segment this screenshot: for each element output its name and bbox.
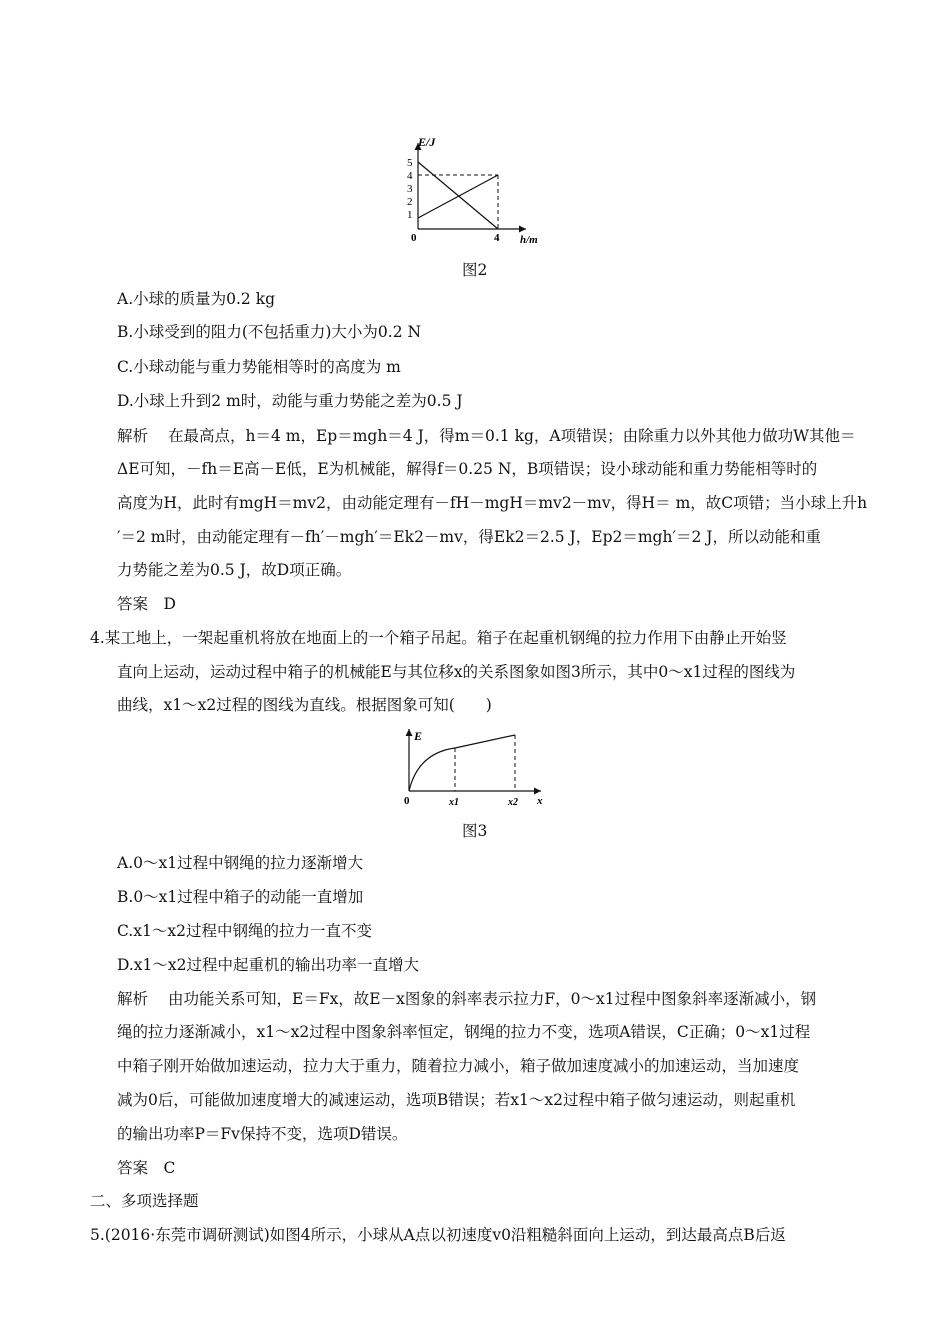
fig2-ytick-3: 3 xyxy=(407,183,413,195)
q4-explanation-line-1: 由功能关系可知，E＝Fx，故E－x图象的斜率表示拉力F，0～x1过程中图象斜率逐渐减小，钢 xyxy=(168,990,817,1008)
q4-stem-line-3: 曲线，x1～x2过程的图线为直线。根据图象可知( ) xyxy=(117,696,492,714)
q4-option-b: B.0～x1过程中箱子的动能一直增加 xyxy=(117,888,364,906)
fig3-ylabel: E xyxy=(414,729,423,743)
figure-3-caption: 图3 xyxy=(462,822,488,840)
q4-explanation-line-5: 的输出功率P＝Fv保持不变，选项D错误。 xyxy=(117,1125,408,1143)
figure-3-graph xyxy=(398,723,553,818)
q4-option-d: D.x1～x2过程中起重机的输出功率一直增大 xyxy=(117,956,420,974)
q4-explanation-line-2: 绳的拉力逐渐减小，x1～x2过程中图象斜率恒定，钢绳的拉力不变，选项A错误，C正确；0～x1过程 xyxy=(117,1023,811,1041)
fig2-ytick-2: 2 xyxy=(407,196,413,208)
q4-option-a: A.0～x1过程中钢绳的拉力逐渐增大 xyxy=(117,854,364,872)
q4-explanation-label: 解析 xyxy=(117,990,149,1008)
fig2-origin: 0 xyxy=(411,232,417,244)
fig2-ytick-4: 4 xyxy=(407,170,413,182)
q4-option-c: C.x1～x2过程中钢绳的拉力一直不变 xyxy=(117,922,372,940)
q3-option-a: A.小球的质量为0.2 kg xyxy=(117,290,276,308)
fig2-ytick-1: 1 xyxy=(407,209,413,221)
fig2-line-decreasing xyxy=(418,162,498,229)
section-2-heading: 二、多项选择题 xyxy=(90,1192,199,1210)
q3-explanation-line-1: 在最高点，h＝4 m，Ep＝mgh＝4 J，得m＝0.1 kg，A项错误；由除重力以外其他力做功W其他＝ xyxy=(168,427,856,445)
q4-stem-line-1: 4.某工地上，一架起重机将放在地面上的一个箱子吊起。箱子在起重机钢绳的拉力作用下由静止开始竖 xyxy=(90,629,787,647)
fig3-curve xyxy=(409,748,455,791)
q3-explanation-label: 解析 xyxy=(117,427,149,445)
q3-option-c: C.小球动能与重力势能相等时的高度为 m xyxy=(117,358,401,376)
fig2-ylabel: E/J xyxy=(418,135,436,149)
fig3-origin: 0 xyxy=(404,795,410,807)
fig2-ytick-5: 5 xyxy=(407,157,413,169)
fig3-straight-line xyxy=(455,735,515,748)
q4-answer: 答案 C xyxy=(117,1159,176,1177)
q3-option-d: D.小球上升到2 m时，动能与重力势能之差为0.5 J xyxy=(117,392,463,410)
fig2-xtick-4: 4 xyxy=(494,232,500,244)
figure-2-caption: 图2 xyxy=(462,261,488,279)
q3-explanation-line-4: ′＝2 m时，由动能定理有－fh′－mgh′＝Ek2－mv，得Ek2＝2.5 J，Ep2＝mgh′＝2 J，所以动能和重 xyxy=(117,528,821,546)
q3-explanation-line-2: ΔE可知，－fh＝E高－E低，E为机械能，解得f＝0.25 N，B项错误；设小球动能和重力势能相等时的 xyxy=(117,460,818,478)
fig3-xlabel: x xyxy=(537,795,543,807)
q4-explanation-line-4: 减为0后，可能做加速度增大的减速运动，选项B错误；若x1～x2过程中箱子做匀速运动，则起重机 xyxy=(117,1091,796,1109)
q4-explanation-line-3: 中箱子刚开始做加速运动，拉力大于重力，随着拉力减小，箱子做加速度减小的加速运动，当加速度 xyxy=(117,1057,800,1075)
fig3-x2-label: x2 xyxy=(508,797,518,808)
fig2-line-increasing xyxy=(418,175,498,218)
figure-2-graph xyxy=(398,133,538,248)
q4-stem-line-2: 直向上运动，运动过程中箱子的机械能E与其位移x的关系图象如图3所示，其中0～x1过程的图线为 xyxy=(117,663,796,681)
q3-option-b: B.小球受到的阻力(不包括重力)大小为0.2 N xyxy=(117,323,422,341)
q3-explanation-line-5: 力势能之差为0.5 J，故D项正确。 xyxy=(117,561,352,579)
fig3-x1-label: x1 xyxy=(449,797,459,808)
q3-answer: 答案 D xyxy=(117,595,176,613)
q3-explanation-line-3: 高度为H，此时有mgH＝mv2，由动能定理有－fH－mgH＝mv2－mv，得H＝ m，故C项错；当小球上升h xyxy=(117,494,868,512)
q5-stem-line-1: 5.(2016·东莞市调研测试)如图4所示，小球从A点以初速度v0沿粗糙斜面向上运动，到达最高点B后返 xyxy=(90,1226,786,1244)
fig2-xlabel: h/m xyxy=(520,234,538,246)
